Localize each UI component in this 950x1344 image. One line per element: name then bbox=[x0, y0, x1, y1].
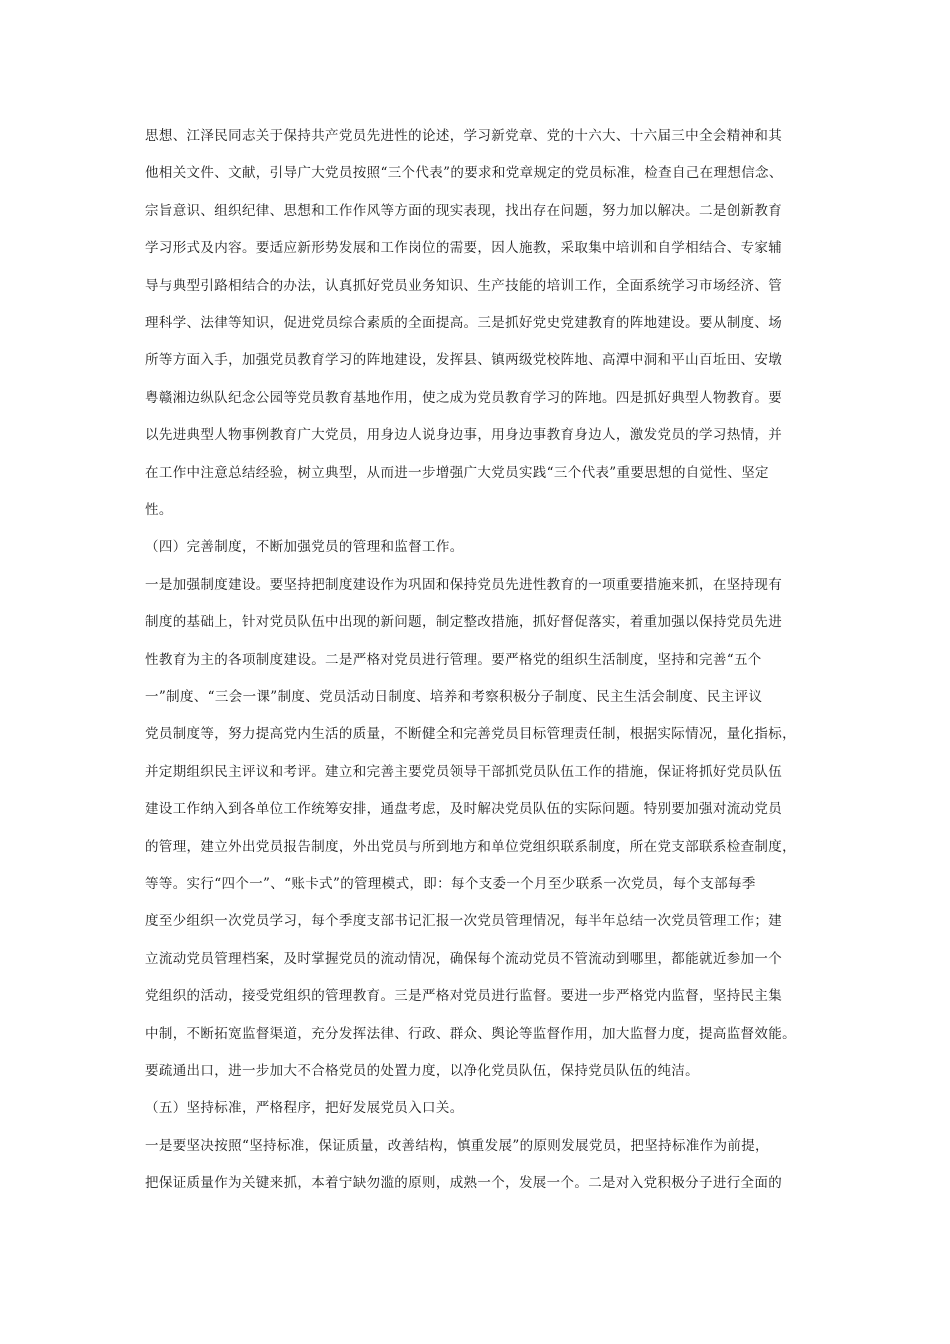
text-line: 性。 bbox=[145, 502, 173, 518]
section-heading: （四）完善制度，不断加强党员的管理和监督工作。 bbox=[145, 539, 464, 556]
text-line: 以先进典型人物事例教育广大党员，用身边人说身边事，用身边事教育身边人，激发党员的学习热情，并 bbox=[145, 427, 783, 444]
text-line: 建设工作纳入到各单位工作统筹安排，通盘考虑，及时解决党员队伍的实际问题。特别要加强对流动党员 bbox=[145, 801, 783, 818]
text-line: 立流动党员管理档案，及时掌握党员的流动情况，确保每个流动党员不管流动到哪里，都能就近参加一个 bbox=[145, 950, 783, 967]
text-line: 把保证质量作为关键来抓，本着宁缺勿滥的原则，成熟一个，发展一个。二是对入党积极分子进行全面的 bbox=[145, 1175, 783, 1192]
text-line: 导与典型引路相结合的办法，认真抓好党员业务知识、生产技能的培训工作，全面系统学习市场经济、管 bbox=[145, 277, 783, 294]
text-line: 一是加强制度建设。要坚持把制度建设作为巩固和保持党员先进性教育的一项重要措施来抓，在坚持现有 bbox=[145, 576, 783, 593]
text-line: 的管理，建立外出党员报告制度，外出党员与所到地方和单位党组织联系制度，所在党支部联系检查制度， bbox=[145, 838, 796, 855]
text-line: 所等方面入手，加强党员教育学习的阵地建设，发挥县、镇两级党校阵地、高潭中洞和平山百坵田、安墩 bbox=[145, 352, 783, 369]
text-line: 理科学、法律等知识，促进党员综合素质的全面提高。三是抓好党史党建教育的阵地建设。要从制度、场 bbox=[145, 315, 783, 331]
text-line: 度至少组织一次党员学习，每个季度支部书记汇报一次党员管理情况，每半年总结一次党员管理工作；建 bbox=[145, 913, 783, 930]
text-line: 一”制度、“三会一课”制度、党员活动日制度、培养和考察积极分子制度、民主生活会制度、民主评议 bbox=[145, 689, 763, 705]
text-line: 并定期组织民主评议和考评。建立和完善主要党员领导干部抓党员队伍工作的措施，保证将抓好党员队伍 bbox=[145, 763, 783, 780]
text-line: 他相关文件、文献，引导广大党员按照“三个代表”的要求和党章规定的党员标准，检查自己在理想信念、 bbox=[145, 165, 783, 182]
text-line: 性教育为主的各项制度建设。二是严格对党员进行管理。要严格党的组织生活制度，坚持和完善“五个 bbox=[145, 651, 762, 668]
text-line: 宗旨意识、组织纪律、思想和工作作风等方面的现实表现，找出存在问题，努力加以解决。二是创新教育 bbox=[145, 202, 783, 219]
text-line: 在工作中注意总结经验，树立典型，从而进一步增强广大党员实践“三个代表”重要思想的自觉性、坚定 bbox=[145, 464, 769, 481]
text-line: 党员制度等，努力提高党内生活的质量，不断健全和完善党员目标管理责任制，根据实际情况，量化指标， bbox=[145, 726, 796, 743]
text-line: 等等。实行“四个一”、“账卡式”的管理模式，即：每个支委一个月至少联系一次党员，每个支部每季 bbox=[145, 876, 756, 892]
section-heading: （五）坚持标准，严格程序，把好发展党员入口关。 bbox=[145, 1100, 464, 1117]
text-line: 要疏通出口，进一步加大不合格党员的处置力度，以净化党员队伍，保持党员队伍的纯洁。 bbox=[145, 1063, 699, 1079]
text-line: 一是要坚决按照“坚持标准，保证质量，改善结构，慎重发展”的原则发展党员，把坚持标准作为前提， bbox=[145, 1137, 769, 1154]
text-line: 党组织的活动，接受党组织的管理教育。三是严格对党员进行监督。要进一步严格党内监督，坚持民主集 bbox=[145, 988, 783, 1005]
text-line: 中制，不断拓宽监督渠道，充分发挥法律、行政、群众、舆论等监督作用，加大监督力度，提高监督效能。 bbox=[145, 1025, 796, 1042]
text-line: 粤赣湘边纵队纪念公园等党员教育基地作用，使之成为党员教育学习的阵地。四是抓好典型人物教育。要 bbox=[145, 389, 783, 406]
text-line: 思想、江泽民同志关于保持共产党员先进性的论述，学习新党章、党的十六大、十六届三中全会精神和其 bbox=[145, 128, 783, 144]
text-line: 学习形式及内容。要适应新形势发展和工作岗位的需要，因人施教，采取集中培训和自学相结合、专家辅 bbox=[145, 240, 783, 257]
text-line: 制度的基础上，针对党员队伍中出现的新问题，制定整改措施，抓好督促落实，着重加强以保持党员先进 bbox=[145, 614, 783, 631]
